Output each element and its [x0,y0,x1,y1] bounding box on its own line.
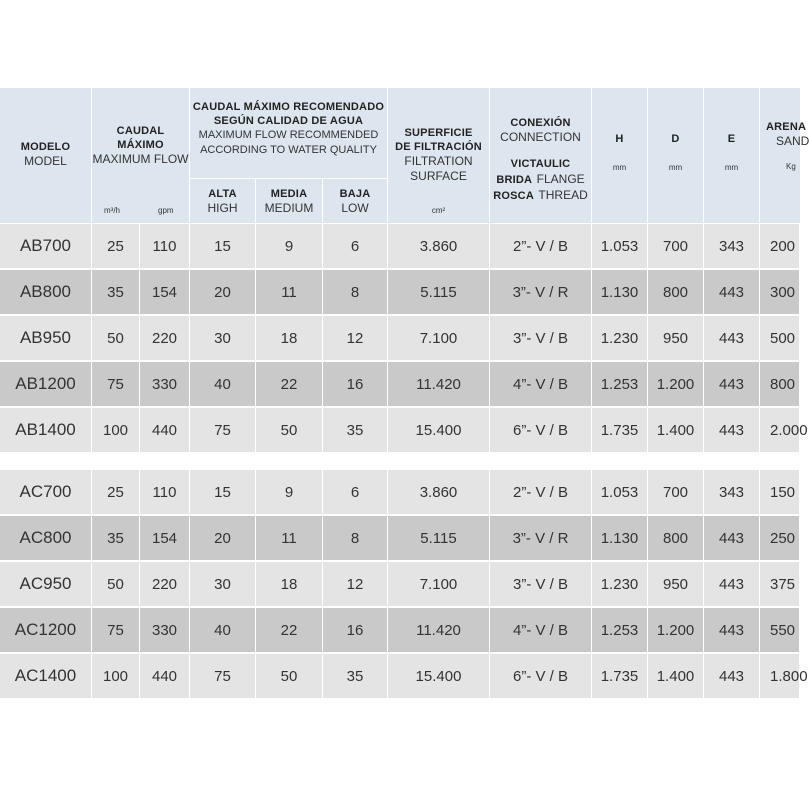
cell-d: 1.400 [648,654,704,698]
cell-d: 700 [648,224,704,268]
cell-m3h: 100 [92,654,140,698]
cell-m3h: 25 [92,470,140,514]
cell-high: 30 [190,316,256,360]
header-e-label: E [727,133,736,145]
cell-surface: 5.115 [388,516,490,560]
header-e-unit: mm [724,163,739,172]
cell-sand: 2.000 [760,408,800,452]
cell-low: 8 [323,516,388,560]
cell-d: 1.400 [648,408,704,452]
cell-h: 1.130 [592,270,648,314]
header-surface-es-2: DE FILTRACIÓN [395,141,482,153]
cell-high: 20 [190,270,256,314]
cell-sand: 550 [760,608,800,652]
cell-e: 443 [704,362,760,406]
header-surface [388,88,490,223]
cell-medium: 22 [256,608,323,652]
header-d-unit: mm [668,163,683,172]
header-victaulic: VICTAULIC [510,158,571,170]
table-row [0,224,800,268]
cell-h: 1.253 [592,362,648,406]
cell-gpm: 440 [140,654,190,698]
cell-e: 443 [704,562,760,606]
cell-d: 800 [648,516,704,560]
cell-gpm: 440 [140,408,190,452]
cell-m3h: 35 [92,270,140,314]
cell-gpm: 154 [140,516,190,560]
header-flow-es-2: MÁXIMO [117,139,164,151]
header-sand-es: ARENA [766,121,807,133]
header-rosca-en: THREAD [538,188,588,202]
cell-sand: 500 [760,316,800,360]
cell-conn: 6”- V / B [490,654,592,698]
cell-medium: 18 [256,562,323,606]
filter-spec-table [0,88,809,728]
header-brida-es: BRIDA [496,174,533,186]
cell-h: 1.230 [592,316,648,360]
header-d-label: D [671,133,680,145]
cell-surface: 3.860 [388,470,490,514]
header-rec-en-1: MAXIMUM FLOW RECOMMENDED [198,129,379,141]
cell-d: 950 [648,316,704,360]
header-conn-en: CONNECTION [500,130,581,144]
cell-conn: 3”- V / R [490,516,592,560]
header-max-flow [92,88,190,223]
cell-sand: 375 [760,562,800,606]
cell-medium: 18 [256,316,323,360]
table-header [0,88,809,223]
cell-surface: 15.400 [388,654,490,698]
cell-high: 40 [190,362,256,406]
header-high-es: ALTA [208,188,237,200]
cell-low: 12 [323,562,388,606]
header-conn-es: CONEXIÓN [510,117,571,129]
cell-medium: 9 [256,470,323,514]
cell-low: 8 [323,270,388,314]
cell-gpm: 330 [140,608,190,652]
cell-model: AC800 [0,516,92,560]
cell-high: 30 [190,562,256,606]
cell-e: 443 [704,516,760,560]
header-medium-en: MEDIUM [264,201,314,215]
header-h [592,88,648,223]
header-high [190,179,256,223]
cell-sand: 200 [760,224,800,268]
header-d [648,88,704,223]
cell-low: 6 [323,224,388,268]
cell-conn: 4”- V / B [490,362,592,406]
table-row [0,516,800,560]
table-row [0,470,800,514]
table-row [0,270,800,314]
header-brida-en: FLANGE [536,172,585,186]
cell-high: 40 [190,608,256,652]
cell-model: AB800 [0,270,92,314]
cell-m3h: 75 [92,608,140,652]
cell-low: 16 [323,362,388,406]
cell-low: 35 [323,654,388,698]
table-row [0,608,800,652]
cell-model: AC1200 [0,608,92,652]
table-row [0,654,808,698]
cell-m3h: 100 [92,408,140,452]
cell-surface: 7.100 [388,562,490,606]
table-row [0,316,800,360]
header-low [323,179,388,223]
cell-medium: 22 [256,362,323,406]
cell-m3h: 75 [92,362,140,406]
cell-low: 35 [323,408,388,452]
cell-conn: 4”- V / B [490,608,592,652]
cell-gpm: 220 [140,316,190,360]
cell-surface: 11.420 [388,608,490,652]
header-rec-es-1: CAUDAL MÁXIMO RECOMENDADO [192,101,385,113]
cell-h: 1.053 [592,470,648,514]
cell-gpm: 330 [140,362,190,406]
cell-h: 1.735 [592,408,648,452]
header-surface-en-1: FILTRATION [404,154,473,168]
header-sand-unit: Kg [786,162,796,171]
cell-gpm: 220 [140,562,190,606]
cell-low: 12 [323,316,388,360]
header-h-unit: mm [612,163,627,172]
cell-m3h: 50 [92,316,140,360]
cell-conn: 2”- V / B [490,470,592,514]
cell-model: AC700 [0,470,92,514]
header-h-label: H [615,133,624,145]
cell-e: 443 [704,608,760,652]
cell-sand: 300 [760,270,800,314]
cell-h: 1.253 [592,608,648,652]
cell-e: 443 [704,408,760,452]
header-model-es: MODELO [20,141,71,153]
cell-conn: 6”- V / B [490,408,592,452]
cell-surface: 11.420 [388,362,490,406]
table-row [0,562,800,606]
header-low-en: LOW [341,201,369,215]
header-surface-es-1: SUPERFICIE [404,127,473,139]
cell-surface: 15.400 [388,408,490,452]
cell-low: 16 [323,608,388,652]
cell-e: 343 [704,470,760,514]
cell-h: 1.735 [592,654,648,698]
header-medium [256,179,323,223]
cell-sand: 800 [760,362,800,406]
cell-low: 6 [323,470,388,514]
cell-high: 20 [190,516,256,560]
cell-m3h: 25 [92,224,140,268]
header-model-en: MODEL [24,154,67,168]
header-surface-unit: cm² [431,206,446,215]
cell-e: 343 [704,224,760,268]
cell-model: AB950 [0,316,92,360]
header-flow-es-1: CAUDAL [116,125,165,137]
cell-surface: 7.100 [388,316,490,360]
cell-high: 75 [190,654,256,698]
cell-conn: 2”- V / B [490,224,592,268]
cell-surface: 3.860 [388,224,490,268]
cell-medium: 9 [256,224,323,268]
header-flow-en: MAXIMUM FLOW [92,152,189,166]
cell-model: AB1400 [0,408,92,452]
cell-h: 1.230 [592,562,648,606]
table-row [0,362,800,406]
table-row [0,408,808,452]
cell-conn: 3”- V / B [490,316,592,360]
cell-high: 15 [190,470,256,514]
cell-medium: 50 [256,654,323,698]
header-sand-en: SAND [776,134,809,148]
cell-surface: 5.115 [388,270,490,314]
header-model [0,88,92,223]
cell-gpm: 154 [140,270,190,314]
cell-model: AC1400 [0,654,92,698]
cell-high: 75 [190,408,256,452]
header-rosca-es: ROSCA [493,190,534,202]
cell-sand: 150 [760,470,800,514]
cell-medium: 50 [256,408,323,452]
cell-model: AB1200 [0,362,92,406]
cell-conn: 3”- V / B [490,562,592,606]
cell-m3h: 35 [92,516,140,560]
cell-d: 950 [648,562,704,606]
cell-d: 1.200 [648,608,704,652]
cell-conn: 3”- V / R [490,270,592,314]
header-rec-en-2: ACCORDING TO WATER QUALITY [200,144,377,156]
header-rec-es-2: SEGÚN CALIDAD DE AGUA [213,115,364,127]
header-unit-m3h: m³/h [104,206,120,215]
cell-model: AC950 [0,562,92,606]
cell-e: 443 [704,316,760,360]
cell-d: 1.200 [648,362,704,406]
cell-sand: 250 [760,516,800,560]
cell-d: 800 [648,270,704,314]
header-high-en: HIGH [207,201,238,215]
cell-e: 443 [704,654,760,698]
cell-d: 700 [648,470,704,514]
header-medium-es: MEDIA [270,188,308,200]
cell-h: 1.053 [592,224,648,268]
header-surface-en-2: SURFACE [410,169,467,183]
cell-medium: 11 [256,270,323,314]
header-recommended-flow [190,88,388,178]
cell-model: AB700 [0,224,92,268]
header-connection [490,88,592,223]
cell-m3h: 50 [92,562,140,606]
header-e [704,88,760,223]
cell-gpm: 110 [140,224,190,268]
header-sand [760,88,809,223]
cell-medium: 11 [256,516,323,560]
cell-h: 1.130 [592,516,648,560]
cell-high: 15 [190,224,256,268]
header-unit-gpm: gpm [158,206,174,215]
header-low-es: BAJA [339,188,371,200]
cell-e: 443 [704,270,760,314]
cell-gpm: 110 [140,470,190,514]
cell-sand: 1.800 [760,654,800,698]
